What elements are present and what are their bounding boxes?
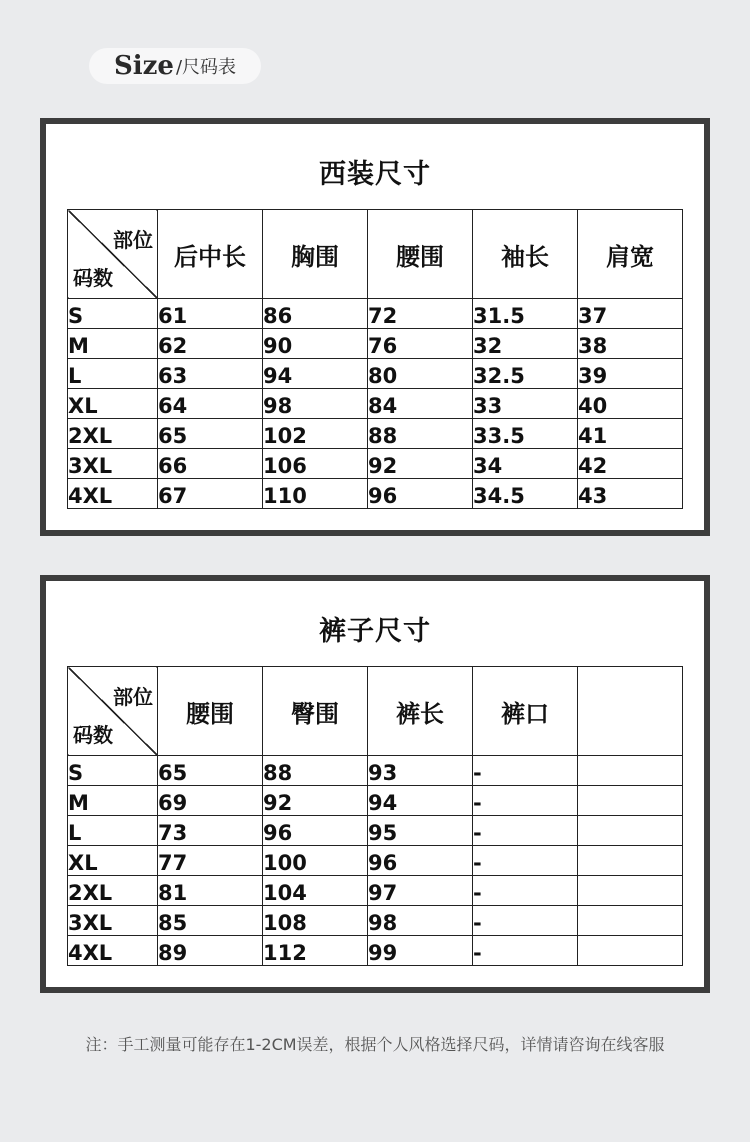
suit-value-cell: 65: [158, 419, 263, 449]
suit-value-cell: 76: [368, 329, 473, 359]
suit-value-cell: 43: [578, 479, 683, 509]
suit-col-header: 腰围: [368, 210, 473, 299]
suit-value-cell: 92: [368, 449, 473, 479]
pants-value-cell: [578, 756, 683, 786]
pants-header-row: [68, 667, 683, 756]
suit-col-header: 胸围: [263, 210, 368, 299]
pants-size-title: 裤子尺寸: [319, 616, 431, 647]
suit-value-cell: 84: [368, 389, 473, 419]
pants-value-cell: [578, 876, 683, 906]
pants-size-label-cell: L: [68, 816, 158, 846]
pants-value-cell: 98: [368, 906, 473, 936]
pants-size-panel: [40, 575, 710, 993]
pants-value-cell: -: [473, 906, 578, 936]
pants-value-cell: [578, 846, 683, 876]
suit-corner-cell: [68, 210, 158, 299]
pants-size-label-cell: 3XL: [68, 906, 158, 936]
suit-value-cell: 33: [473, 389, 578, 419]
pants-value-cell: [578, 786, 683, 816]
pants-value-cell: -: [473, 876, 578, 906]
pants-col-header: 臀围: [263, 667, 368, 756]
suit-size-title: 西装尺寸: [319, 159, 431, 190]
pants-size-table: [67, 666, 683, 966]
suit-value-cell: 72: [368, 299, 473, 329]
pants-table-row: [68, 756, 683, 786]
suit-table-row: [68, 329, 683, 359]
pants-value-cell: -: [473, 846, 578, 876]
pants-col-header: 裤长: [368, 667, 473, 756]
suit-value-cell: 67: [158, 479, 263, 509]
suit-col-header: 后中长: [158, 210, 263, 299]
pants-value-cell: 96: [368, 846, 473, 876]
suit-corner-part-label: 部位: [113, 228, 153, 252]
suit-value-cell: 86: [263, 299, 368, 329]
pants-table-row: [68, 846, 683, 876]
suit-header-row: [68, 210, 683, 299]
pants-table-row: [68, 936, 683, 966]
size-badge-zh: /尺码表: [175, 57, 237, 78]
suit-size-label-cell: XL: [68, 389, 158, 419]
suit-size-label-cell: L: [68, 359, 158, 389]
pants-value-cell: -: [473, 756, 578, 786]
pants-value-cell: -: [473, 936, 578, 966]
pants-size-label-cell: XL: [68, 846, 158, 876]
suit-value-cell: 32: [473, 329, 578, 359]
pants-value-cell: 81: [158, 876, 263, 906]
pants-table-row: [68, 906, 683, 936]
suit-size-label-cell: 3XL: [68, 449, 158, 479]
pants-value-cell: 92: [263, 786, 368, 816]
suit-value-cell: 110: [263, 479, 368, 509]
suit-value-cell: 31.5: [473, 299, 578, 329]
pants-corner-part-label: 部位: [113, 685, 153, 709]
pants-value-cell: 89: [158, 936, 263, 966]
suit-table-row: [68, 479, 683, 509]
suit-table-row: [68, 359, 683, 389]
suit-value-cell: 40: [578, 389, 683, 419]
pants-value-cell: -: [473, 816, 578, 846]
pants-corner-size-label: 码数: [73, 723, 113, 747]
suit-size-label-cell: M: [68, 329, 158, 359]
pants-value-cell: 88: [263, 756, 368, 786]
suit-value-cell: 34.5: [473, 479, 578, 509]
suit-value-cell: 42: [578, 449, 683, 479]
pants-corner-cell: [68, 667, 158, 756]
pants-size-label-cell: S: [68, 756, 158, 786]
size-badge: [89, 48, 261, 84]
suit-size-label-cell: S: [68, 299, 158, 329]
suit-corner-size-label: 码数: [73, 266, 113, 290]
pants-value-cell: 99: [368, 936, 473, 966]
suit-size-label-cell: 4XL: [68, 479, 158, 509]
suit-value-cell: 90: [263, 329, 368, 359]
pants-table-body: [68, 756, 683, 966]
suit-value-cell: 98: [263, 389, 368, 419]
suit-value-cell: 80: [368, 359, 473, 389]
pants-value-cell: 69: [158, 786, 263, 816]
pants-value-cell: 65: [158, 756, 263, 786]
suit-value-cell: 32.5: [473, 359, 578, 389]
pants-value-cell: 96: [263, 816, 368, 846]
suit-col-header: 肩宽: [578, 210, 683, 299]
pants-value-cell: 104: [263, 876, 368, 906]
suit-value-cell: 66: [158, 449, 263, 479]
pants-value-cell: -: [473, 786, 578, 816]
pants-value-cell: 97: [368, 876, 473, 906]
suit-size-table: [67, 209, 683, 509]
suit-value-cell: 64: [158, 389, 263, 419]
pants-table-row: [68, 786, 683, 816]
size-badge-en: Size: [113, 51, 174, 81]
pants-size-label-cell: M: [68, 786, 158, 816]
suit-value-cell: 41: [578, 419, 683, 449]
pants-col-header: 腰围: [158, 667, 263, 756]
pants-value-cell: 108: [263, 906, 368, 936]
suit-table-row: [68, 449, 683, 479]
suit-col-header: 袖长: [473, 210, 578, 299]
suit-value-cell: 88: [368, 419, 473, 449]
pants-size-label-cell: 2XL: [68, 876, 158, 906]
suit-value-cell: 37: [578, 299, 683, 329]
suit-size-label-cell: 2XL: [68, 419, 158, 449]
suit-table-row: [68, 419, 683, 449]
suit-value-cell: 33.5: [473, 419, 578, 449]
pants-value-cell: 112: [263, 936, 368, 966]
pants-value-cell: 77: [158, 846, 263, 876]
pants-value-cell: [578, 936, 683, 966]
suit-size-panel: [40, 118, 710, 536]
suit-table-row: [68, 389, 683, 419]
suit-value-cell: 63: [158, 359, 263, 389]
suit-value-cell: 62: [158, 329, 263, 359]
suit-table-row: [68, 299, 683, 329]
pants-value-cell: 95: [368, 816, 473, 846]
suit-value-cell: 106: [263, 449, 368, 479]
pants-value-cell: 93: [368, 756, 473, 786]
suit-value-cell: 96: [368, 479, 473, 509]
suit-table-body: [68, 299, 683, 509]
pants-size-label-cell: 4XL: [68, 936, 158, 966]
pants-value-cell: 94: [368, 786, 473, 816]
pants-table-row: [68, 876, 683, 906]
suit-value-cell: 94: [263, 359, 368, 389]
pants-table-row: [68, 816, 683, 846]
pants-col-header: 裤口: [473, 667, 578, 756]
pants-value-cell: 85: [158, 906, 263, 936]
suit-value-cell: 61: [158, 299, 263, 329]
measurement-note: 注：手工测量可能存在1-2CM误差，根据个人风格选择尺码，详情请咨询在线客服: [85, 1035, 665, 1054]
pants-value-cell: [578, 816, 683, 846]
suit-value-cell: 102: [263, 419, 368, 449]
pants-col-header: [578, 667, 683, 756]
pants-value-cell: [578, 906, 683, 936]
pants-value-cell: 100: [263, 846, 368, 876]
suit-value-cell: 38: [578, 329, 683, 359]
suit-value-cell: 39: [578, 359, 683, 389]
suit-value-cell: 34: [473, 449, 578, 479]
pants-value-cell: 73: [158, 816, 263, 846]
